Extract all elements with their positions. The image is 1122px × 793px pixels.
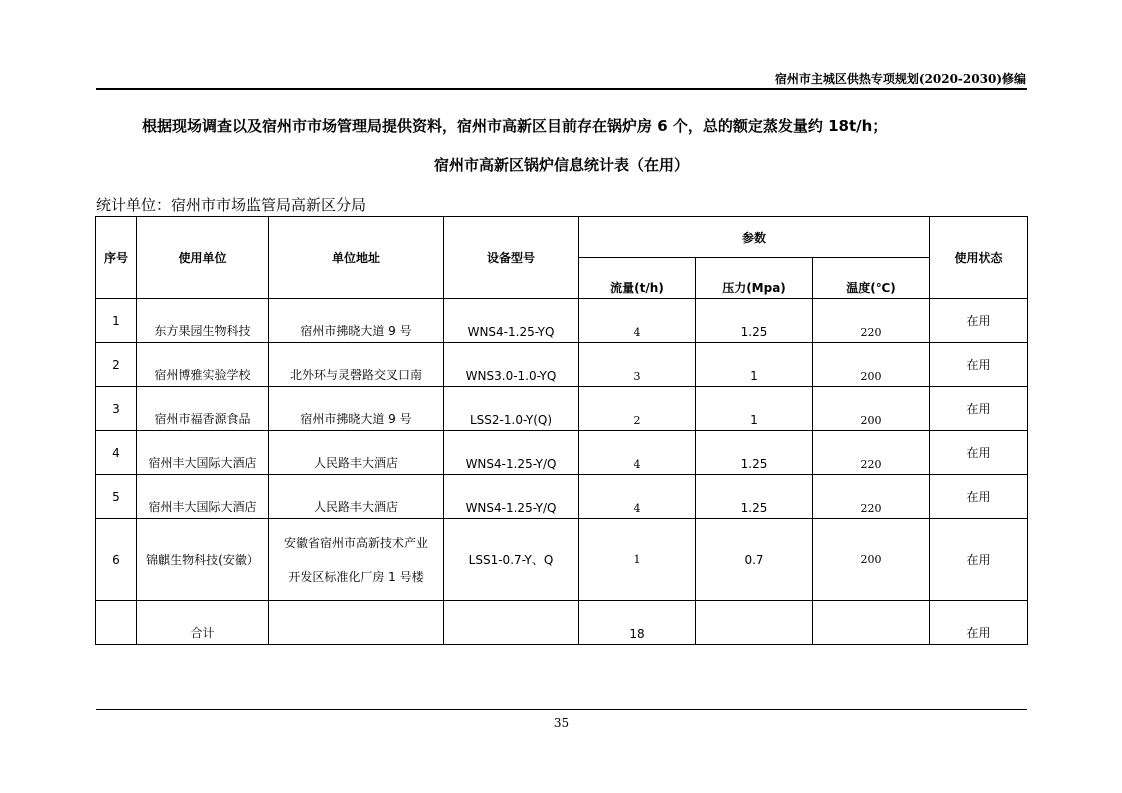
cell-temp: 220 bbox=[813, 431, 930, 475]
cell-seq: 5 bbox=[96, 475, 137, 519]
total-flow: 18 bbox=[579, 601, 696, 645]
cell-user: 宿州丰大国际大酒店 bbox=[137, 431, 269, 475]
table-total-row bbox=[96, 601, 1028, 645]
header-seq: 序号 bbox=[96, 217, 137, 299]
cell-flow: 3 bbox=[579, 343, 696, 387]
footer-divider bbox=[96, 709, 1027, 710]
cell-status: 在用 bbox=[930, 475, 1028, 519]
cell-user: 宿州丰大国际大酒店 bbox=[137, 475, 269, 519]
cell-status: 在用 bbox=[930, 431, 1028, 475]
cell-seq-empty bbox=[96, 601, 137, 645]
table-row bbox=[96, 387, 1028, 431]
cell-user: 锦麒生物科技(安徽） bbox=[137, 519, 269, 601]
cell-user: 宿州博雅实验学校 bbox=[137, 343, 269, 387]
table-title: 宿州市高新区锅炉信息统计表（在用） bbox=[433, 156, 689, 174]
cell-status: 在用 bbox=[930, 387, 1028, 431]
cell-seq: 6 bbox=[96, 519, 137, 601]
cell-temp: 220 bbox=[813, 299, 930, 343]
table-row bbox=[96, 475, 1028, 519]
cell-address: 宿州市拂晓大道 9 号 bbox=[269, 299, 444, 343]
cell-pressure: 1.25 bbox=[696, 299, 813, 343]
cell-address-empty bbox=[269, 601, 444, 645]
intro-paragraph: 根据现场调查以及宿州市市场管理局提供资料，宿州市高新区目前存在锅炉房 6 个，总的额定蒸发量约 18t/h； bbox=[142, 117, 888, 135]
table-row bbox=[96, 299, 1028, 343]
cell-model: LSS1-0.7-Y、Q bbox=[444, 519, 579, 601]
cell-seq: 3 bbox=[96, 387, 137, 431]
cell-temp-empty bbox=[813, 601, 930, 645]
cell-temp: 220 bbox=[813, 475, 930, 519]
cell-pressure: 1.25 bbox=[696, 475, 813, 519]
cell-seq: 2 bbox=[96, 343, 137, 387]
cell-model: WNS3.0-1.0-YQ bbox=[444, 343, 579, 387]
cell-model: WNS4-1.25-YQ bbox=[444, 299, 579, 343]
cell-flow: 2 bbox=[579, 387, 696, 431]
header-pressure: 压力(Mpa) bbox=[696, 258, 813, 299]
table-row bbox=[96, 431, 1028, 475]
cell-temp: 200 bbox=[813, 387, 930, 431]
total-status: 在用 bbox=[930, 601, 1028, 645]
header-model: 设备型号 bbox=[444, 217, 579, 299]
cell-user: 宿州市福香源食品 bbox=[137, 387, 269, 431]
header-temp: 温度(℃) bbox=[813, 258, 930, 299]
boiler-info-table bbox=[95, 216, 1028, 645]
cell-address: 人民路丰大酒店 bbox=[269, 475, 444, 519]
cell-model: WNS4-1.25-Y/Q bbox=[444, 475, 579, 519]
cell-address-line2: 开发区标准化厂房 1 号楼 bbox=[288, 569, 424, 584]
cell-pressure: 0.7 bbox=[696, 519, 813, 601]
cell-model: LSS2-1.0-Y(Q) bbox=[444, 387, 579, 431]
cell-address-line1: 安徽省宿州市高新技术产业 bbox=[283, 535, 428, 550]
cell-pressure: 1.25 bbox=[696, 431, 813, 475]
header-flow: 流量(t/h) bbox=[579, 258, 696, 299]
table-row bbox=[96, 343, 1028, 387]
cell-pressure-empty bbox=[696, 601, 813, 645]
cell-address bbox=[269, 519, 444, 601]
total-label: 合计 bbox=[137, 601, 269, 645]
cell-status: 在用 bbox=[930, 343, 1028, 387]
cell-seq: 4 bbox=[96, 431, 137, 475]
document-header-title: 宿州市主城区供热专项规划(2020-2030)修编 bbox=[774, 72, 1026, 86]
header-divider bbox=[96, 88, 1027, 90]
cell-status: 在用 bbox=[930, 519, 1028, 601]
cell-flow: 4 bbox=[579, 431, 696, 475]
page-number: 35 bbox=[553, 716, 570, 730]
table-row bbox=[96, 519, 1028, 601]
cell-user: 东方果园生物科技 bbox=[137, 299, 269, 343]
cell-flow: 4 bbox=[579, 299, 696, 343]
cell-address: 北外环与灵磬路交叉口南 bbox=[269, 343, 444, 387]
cell-address: 宿州市拂晓大道 9 号 bbox=[269, 387, 444, 431]
cell-pressure: 1 bbox=[696, 387, 813, 431]
cell-pressure: 1 bbox=[696, 343, 813, 387]
header-params: 参数 bbox=[579, 217, 930, 258]
header-address: 单位地址 bbox=[269, 217, 444, 299]
statistics-unit-line: 统计单位：宿州市市场监管局高新区分局 bbox=[96, 196, 367, 214]
header-status: 使用状态 bbox=[930, 217, 1028, 299]
cell-flow: 1 bbox=[579, 519, 696, 601]
header-user: 使用单位 bbox=[137, 217, 269, 299]
cell-address: 人民路丰大酒店 bbox=[269, 431, 444, 475]
cell-model: WNS4-1.25-Y/Q bbox=[444, 431, 579, 475]
cell-seq: 1 bbox=[96, 299, 137, 343]
cell-temp: 200 bbox=[813, 343, 930, 387]
cell-temp: 200 bbox=[813, 519, 930, 601]
cell-flow: 4 bbox=[579, 475, 696, 519]
cell-status: 在用 bbox=[930, 299, 1028, 343]
cell-model-empty bbox=[444, 601, 579, 645]
